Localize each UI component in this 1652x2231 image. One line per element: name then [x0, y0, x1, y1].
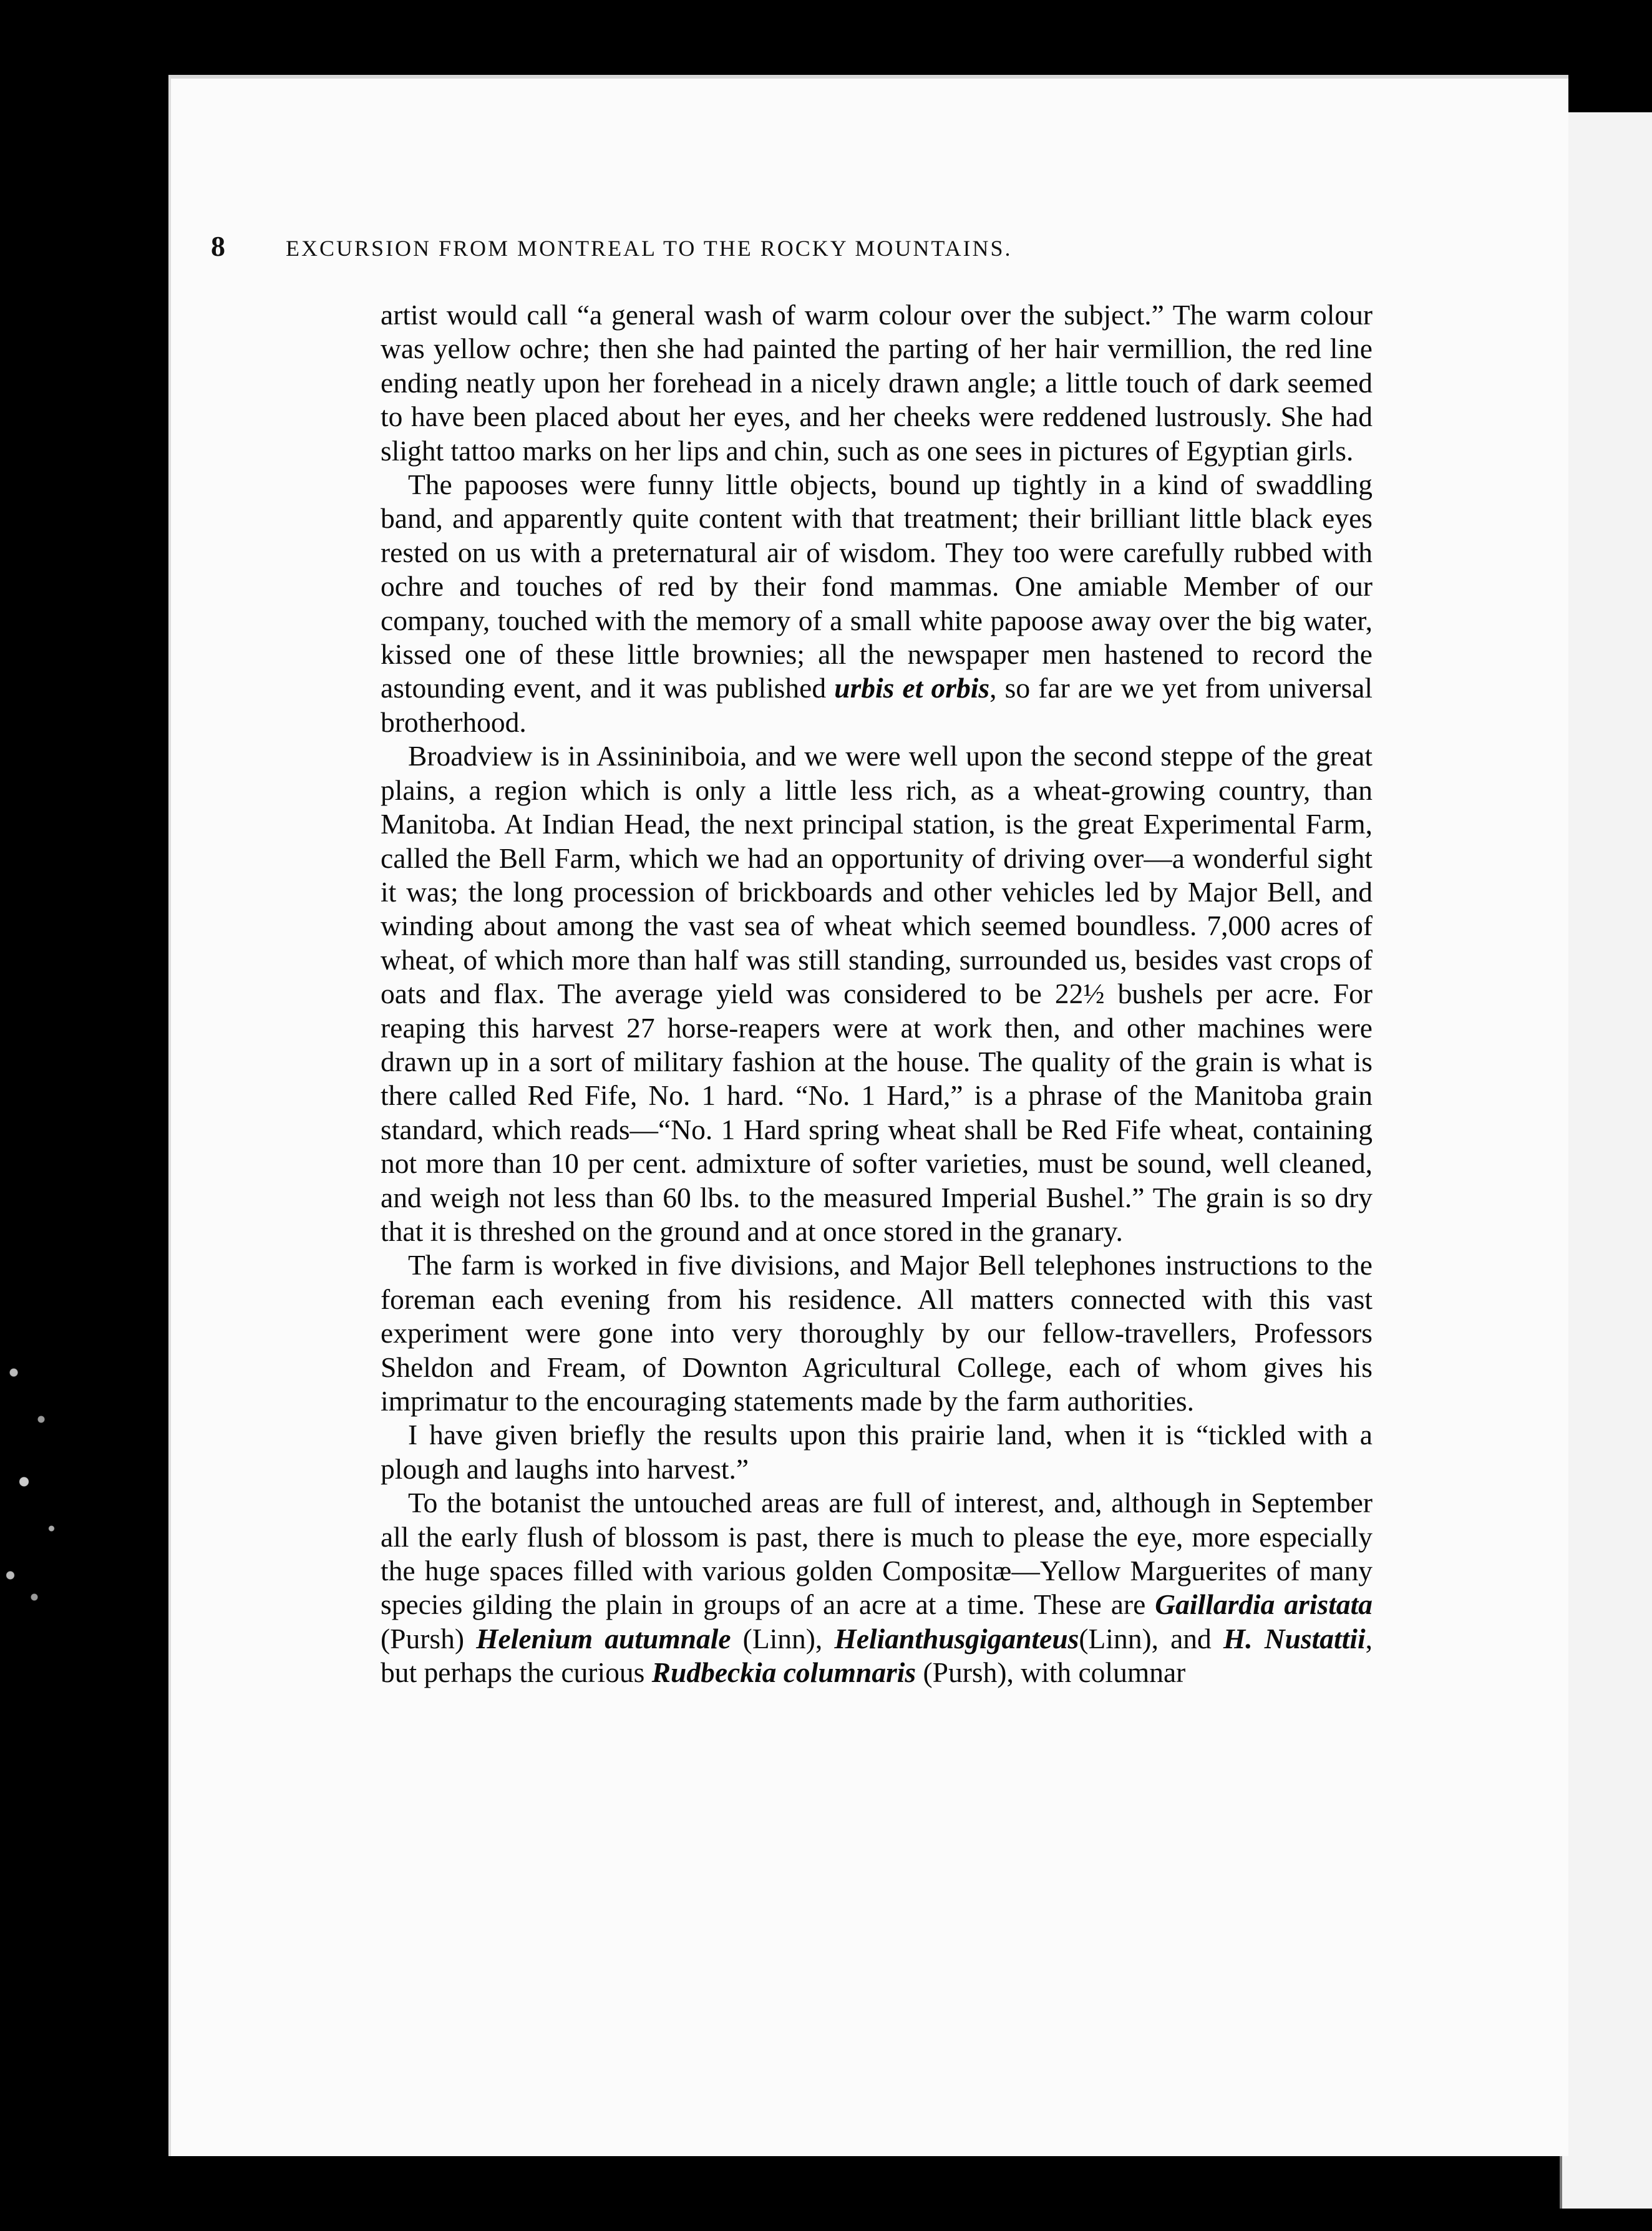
paragraph — [381, 1486, 1373, 1689]
text-run: (Pursh), with columnar — [916, 1656, 1186, 1689]
running-title: EXCURSION FROM MONTREAL TO THE ROCKY MOUNTAINS. — [286, 236, 1013, 261]
text-run: To the botanist the untouched areas are full of interest, and, although in September all the early flush of blossom is past, there is much to please the eye, more especially the huge spaces filled with various golden Compositæ—Yellow Marguerites of many species gilding the plain in groups of an acre at a time. These are — [381, 1487, 1373, 1621]
text-run: artist would call “a general wash of warm colour over the subject.” The warm colour was yellow ochre; then she had painted the parting of her hair vermillion, the red line ending neatly upon her forehead in a nicely drawn angle; a little touch of dark seemed to have been placed about her eyes, and her cheeks were reddened lustrously. She had slight tattoo marks on her lips and chin, such as one sees in pictures of Egyptian girls. — [381, 299, 1373, 467]
text-run: (Linn), — [731, 1622, 835, 1655]
text-run: (Pursh) — [381, 1622, 477, 1655]
species-name: Helenium autumnale — [476, 1622, 731, 1655]
text-run: , so far are we yet from universal brotherhood. — [381, 672, 1373, 738]
species-name: Rudbeckia columnaris — [651, 1656, 916, 1689]
species-name: Helianthusgiganteus — [834, 1622, 1079, 1655]
page-number: 8 — [211, 230, 225, 262]
scan-border-speckle — [0, 1310, 69, 1622]
text-run: The papooses were funny little objects, bound up tightly in a kind of swaddling band, and apparently quite content with that treatment; their brilliant little black eyes rested on us with a preternatural air of wisdom. They too were carefully rubbed with ochre and touches of red by their fond mammas. One amiable Member of our company, touched with the memory of a small white papoose away over the big water, kissed one of these little brownies; all the newspaper men hastened to record the astounding event, and it was published — [381, 469, 1373, 704]
species-name: Gaillardia aristata — [1155, 1588, 1373, 1621]
adjacent-page-edge — [1560, 112, 1652, 2209]
paragraph — [381, 739, 1373, 1248]
paragraph — [381, 468, 1373, 739]
text-run: (Linn), and — [1079, 1622, 1223, 1655]
text-run: Broadview is in Assininiboia, and we were well upon the second steppe of the great plains, a region which is only a little less rich, as a wheat-growing country, than Manitoba. At Indian Head, the next principal station, is the great Experimental Farm, called the Bell Farm, which we had an opportunity of driving over—a wonderful sight it was; the long procession of brickboards and other vehicles led by Major Bell, and winding about among the vast sea of wheat which seemed boundless. 7,000 acres of wheat, of which more than half was still standing, surrounded us, besides vast crops of oats and flax. The average yield was considered to be 22½ bushels per acre. For reaping this harvest 27 horse-reapers were at work then, and other machines were drawn up in a sort of military fashion at the house. The quality of the grain is what is there called Red Fife, No. 1 hard. “No. 1 Hard,” is a phrase of the Manitoba grain standard, which reads—“No. 1 Hard spring wheat shall be Red Fife wheat, containing not more than 10 per cent. admixture of softer varieties, must be sound, well cleaned, and weigh not less than 60 lbs. to the measured Imperial Bushel.” The grain is so dry that it is threshed on the ground and at once stored in the granary. — [381, 740, 1373, 1247]
paragraph — [381, 298, 1373, 468]
body-text — [381, 298, 1373, 1690]
paragraph — [381, 1248, 1373, 1418]
italic-phrase: urbis et orbis — [834, 672, 990, 704]
page-header — [211, 230, 1340, 267]
text-run: The farm is worked in five divisions, and Major Bell telephones instructions to the foreman each evening from his residence. All matters connected with this vast experiment were gone into very thoroughly by our fellow-travellers, Professors Sheldon and Fream, of Downton Agricultural College, each of whom gives his imprimatur to the encouraging statements made by the farm authorities. — [381, 1249, 1373, 1417]
text-run: , but perhaps the curious — [381, 1622, 1373, 1689]
text-run: I have given briefly the results upon this prairie land, when it is “tickled with a plough and laughs into harvest.” — [381, 1419, 1373, 1485]
paragraph — [381, 1418, 1373, 1486]
species-name: H. Nustattii — [1223, 1622, 1366, 1655]
